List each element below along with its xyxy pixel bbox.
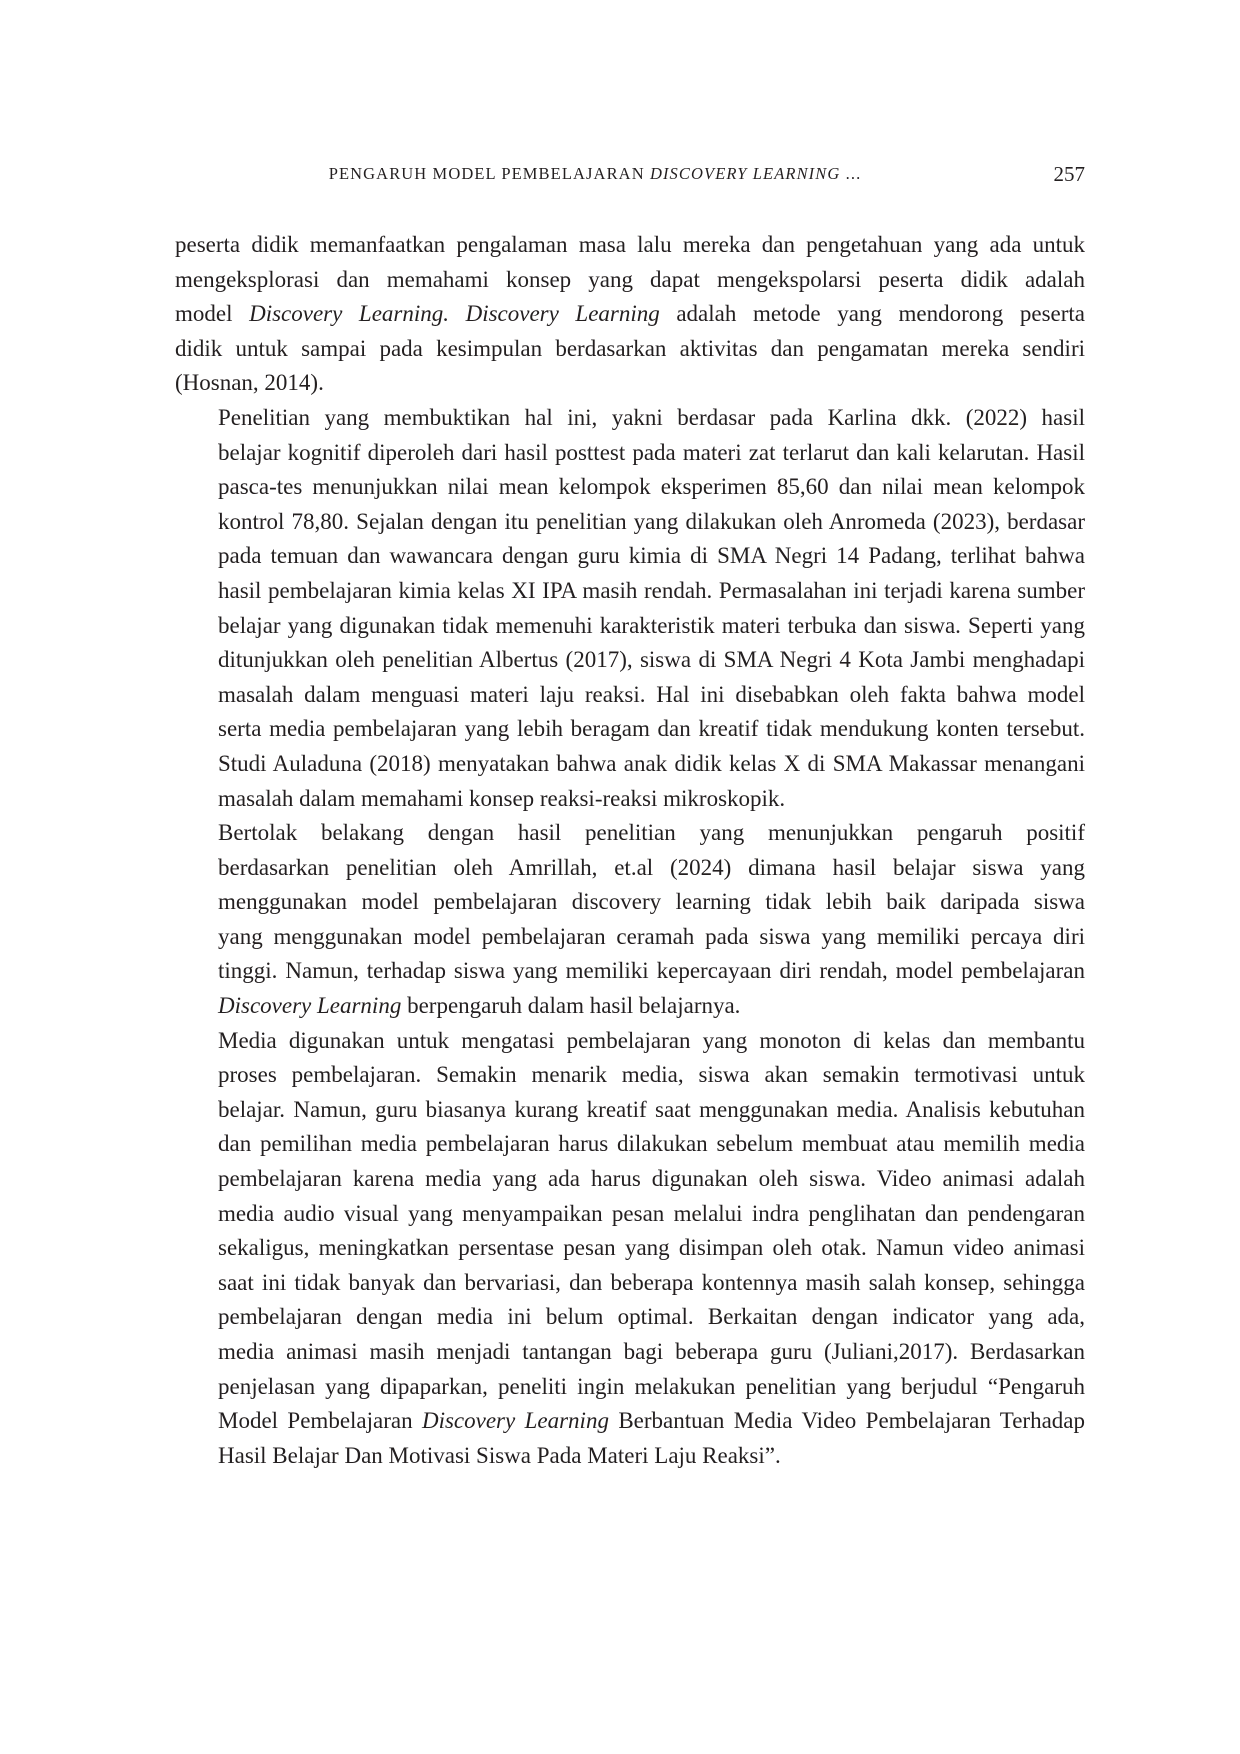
text-run: saat ini tidak banyak dan bervariasi, dan beberapa kontennya masih salah konsep, sehingga <box>218 1269 1085 1295</box>
text-line <box>175 1162 1085 1197</box>
text-run: belajar yang digunakan tidak memenuhi karakteristik materi terbuka dan siswa. Seperti yang <box>218 612 1085 638</box>
text-line <box>175 1024 1085 1059</box>
text-run: menggunakan model pembelajaran discovery learning tidak lebih baik daripada siswa <box>218 889 1085 915</box>
text-line <box>175 1058 1085 1093</box>
text-line <box>175 782 1085 817</box>
paragraph <box>175 228 1085 401</box>
text-run: masalah dalam menguasi materi laju reaksi. Hal ini disebabkan oleh fakta bahwa model <box>218 681 1085 707</box>
running-title <box>175 160 1015 188</box>
text-run: berpengaruh dalam hasil belajarnya. <box>401 993 741 1019</box>
text-run: belajar. Namun, guru biasanya kurang kreatif saat menggunakan media. Analisis kebutuhan <box>218 1096 1085 1122</box>
text-line <box>175 609 1085 644</box>
text-line <box>175 1335 1085 1370</box>
text-run: media audio visual yang menyampaikan pesan melalui indra penglihatan dan pendengaran <box>218 1200 1085 1226</box>
text-line <box>175 297 1085 332</box>
text-run: kontrol 78,80. Sejalan dengan itu penelitian yang dilakukan oleh Anromeda (2023), berdasar <box>218 508 1085 534</box>
paragraph <box>175 401 1085 816</box>
text-run: model <box>175 301 250 327</box>
running-title-italic: DISCOVERY LEARNING <box>649 164 841 183</box>
text-run: proses pembelajaran. Semakin menarik media, siswa akan semakin termotivasi untuk <box>218 1062 1085 1088</box>
text-run: Hasil Belajar Dan Motivasi Siswa Pada Materi Laju Reaksi”. <box>218 1442 781 1468</box>
text-line <box>175 1093 1085 1128</box>
italic-term: Discovery Learning. Discovery Learning <box>249 301 660 327</box>
text-run: berdasarkan penelitian oleh Amrillah, et.al (2024) dimana hasil belajar siswa yang <box>218 854 1085 880</box>
text-line <box>175 678 1085 713</box>
text-run: Media digunakan untuk mengatasi pembelajaran yang monoton di kelas dan membantu <box>218 1027 1085 1053</box>
text-run: hasil pembelajaran kimia kelas XI IPA masih rendah. Permasalahan ini terjadi karena sumber <box>218 577 1085 603</box>
text-run: ditunjukkan oleh penelitian Albertus (2017), siswa di SMA Negri 4 Kota Jambi menghadapi <box>218 647 1085 673</box>
body-text <box>175 228 1085 1473</box>
text-run: masalah dalam memahami konsep reaksi-reaksi mikroskopik. <box>218 785 786 811</box>
text-run: mengeksplorasi dan memahami konsep yang dapat mengekspolarsi peserta didik adalah <box>175 266 1085 292</box>
text-line <box>175 712 1085 747</box>
text-run: Bertolak belakang dengan hasil penelitian yang menunjukkan pengaruh positif <box>218 820 1085 846</box>
text-line <box>175 1231 1085 1266</box>
text-run: adalah metode yang mendorong peserta <box>659 301 1085 327</box>
text-run: peserta didik memanfaatkan pengalaman masa lalu mereka dan pengetahuan yang ada untuk <box>175 232 1085 257</box>
running-title-prefix: PENGARUH MODEL PEMBELAJARAN <box>328 164 650 183</box>
text-line <box>175 470 1085 505</box>
text-line <box>175 539 1085 574</box>
text-line <box>175 1127 1085 1162</box>
running-title-suffix: ... <box>840 164 862 183</box>
text-run: Studi Auladuna (2018) menyatakan bahwa anak didik kelas X di SMA Makassar menangani <box>218 750 1085 776</box>
text-run: Berbantuan Media Video Pembelajaran Terhadap <box>608 1408 1086 1434</box>
text-line <box>175 1439 1085 1474</box>
text-line <box>175 747 1085 782</box>
text-run: didik untuk sampai pada kesimpulan berdasarkan aktivitas dan pengamatan mereka sendiri <box>175 335 1085 361</box>
text-run: belajar kognitif diperoleh dari hasil posttest pada materi zat terlarut dan kali kelarutan. Hasil <box>218 439 1085 465</box>
text-line <box>175 574 1085 609</box>
text-run: media animasi masih menjadi tantangan bagi beberapa guru (Juliani,2017). Berdasarkan <box>218 1339 1085 1364</box>
text-run: pembelajaran dengan media ini belum optimal. Berkaitan dengan indicator yang ada, <box>218 1304 1085 1330</box>
text-line <box>175 263 1085 298</box>
text-run: yang menggunakan model pembelajaran ceramah pada siswa yang memiliki percaya diri <box>218 923 1085 949</box>
text-line <box>175 643 1085 678</box>
text-line <box>175 885 1085 920</box>
text-line <box>175 851 1085 886</box>
text-run: pada temuan dan wawancara dengan guru kimia di SMA Negri 14 Padang, terlihat bahwa <box>218 543 1085 569</box>
text-line <box>175 954 1085 989</box>
italic-term: Discovery Learning <box>421 1408 609 1434</box>
text-run: serta media pembelajaran yang lebih beragam dan kreatif tidak mendukung konten tersebut. <box>218 716 1085 742</box>
text-line <box>175 920 1085 955</box>
text-run: pembelajaran karena media yang ada harus digunakan oleh siswa. Video animasi adalah <box>218 1166 1085 1192</box>
text-line <box>175 1266 1085 1301</box>
text-line <box>175 1404 1085 1439</box>
page-number: 257 <box>1053 162 1085 186</box>
text-line <box>175 505 1085 540</box>
text-line <box>175 228 1085 263</box>
italic-term: Discovery Learning <box>218 993 402 1019</box>
text-run: dan pemilihan media pembelajaran harus dilakukan sebelum membuat atau memilih media <box>218 1131 1085 1157</box>
text-line <box>175 401 1085 436</box>
text-line <box>175 366 1085 401</box>
text-run: (Hosnan, 2014). <box>175 370 324 396</box>
text-run: pasca-tes menunjukkan nilai mean kelompok eksperimen 85,60 dan nilai mean kelompok <box>218 474 1085 500</box>
text-run: penjelasan yang dipaparkan, peneliti ingin melakukan penelitian yang berjudul “Pengaruh <box>218 1373 1085 1399</box>
text-line <box>175 332 1085 367</box>
text-run: Model Pembelajaran <box>218 1408 422 1434</box>
text-line <box>175 436 1085 471</box>
paragraph <box>175 1024 1085 1474</box>
text-line <box>175 1197 1085 1232</box>
text-run: sekaligus, meningkatkan persentase pesan yang disimpan oleh otak. Namun video animasi <box>218 1235 1085 1261</box>
text-line <box>175 816 1085 851</box>
text-run: Penelitian yang membuktikan hal ini, yakni berdasar pada Karlina dkk. (2022) hasil <box>218 404 1085 430</box>
text-run: tinggi. Namun, terhadap siswa yang memiliki kepercayaan diri rendah, model pembelajaran <box>218 958 1085 984</box>
text-line <box>175 989 1085 1024</box>
running-header <box>175 160 1085 188</box>
paragraph <box>175 816 1085 1024</box>
text-line <box>175 1370 1085 1405</box>
text-line <box>175 1300 1085 1335</box>
